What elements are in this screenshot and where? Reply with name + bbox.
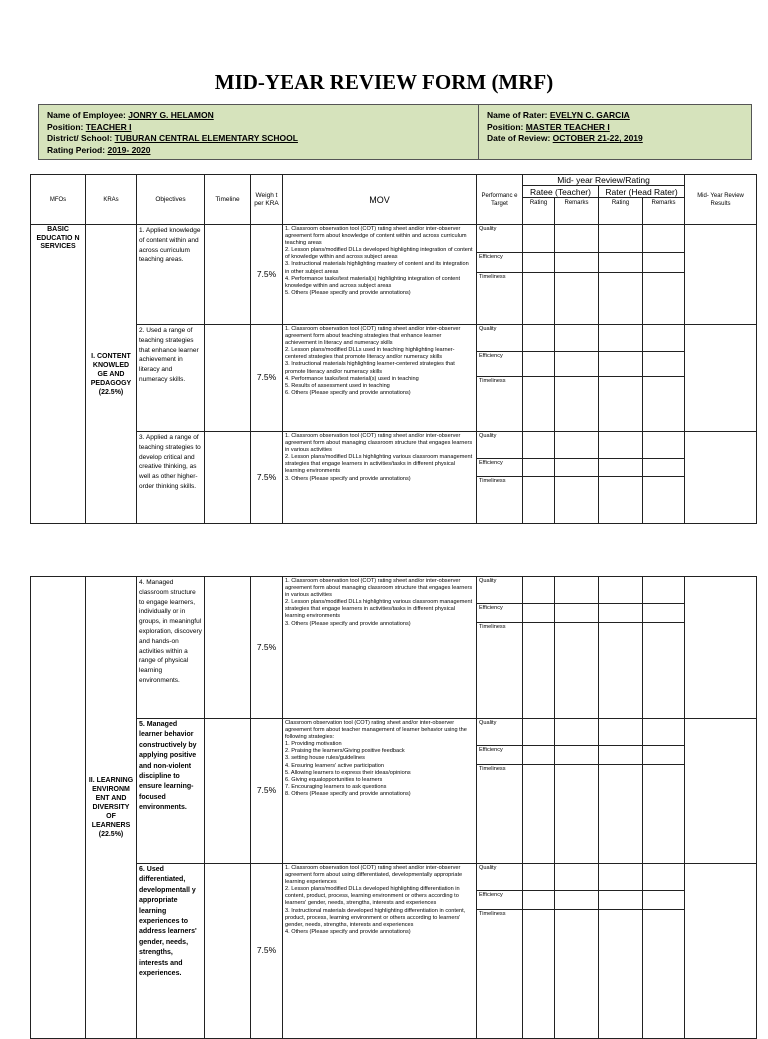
table-row xyxy=(31,719,757,864)
school-name: TUBURAN CENTRAL ELEMENTARY SCHOOL xyxy=(114,133,298,143)
ratee-remarks-cell[interactable] xyxy=(555,864,599,1039)
header-ratee-remarks: Remarks xyxy=(555,198,599,225)
target-timeliness: Timeliness xyxy=(479,378,506,384)
header-objectives: Objectives xyxy=(137,175,205,225)
review-table-2 xyxy=(30,576,757,1039)
timeline-cell[interactable] xyxy=(205,577,251,719)
results-cell[interactable] xyxy=(685,864,757,1039)
results-cell[interactable] xyxy=(685,225,757,325)
ratee-rating-cell[interactable] xyxy=(523,577,555,719)
header-mfos: MFOs xyxy=(31,175,86,225)
header-timeline: Timeline xyxy=(205,175,251,225)
objective-cell: 5. Managed learner behavior constructively by applying positive and non-violent discipline to ensure learning-focused environments. xyxy=(137,719,205,864)
rating-period-label: Rating Period: xyxy=(47,144,106,155)
header-ratee-rating: Rating xyxy=(523,198,555,225)
review-table-1 xyxy=(30,174,757,524)
table-row xyxy=(31,577,757,719)
employee-position-label: Position: xyxy=(47,121,84,132)
header-performance-target: Performanc e Target xyxy=(477,175,523,225)
review-date: OCTOBER 21-22, 2019 xyxy=(552,133,643,143)
mov-cell: 1. Classroom observation tool (COT) rating sheet and/or inter-observer agreement form about managing classroom structure that engages learners in various activities 2. Lesson plans/modified DLLs highlighting various classroom management strategies that engage learners in activities/tasks in different physical learning environments 3. Others (Please specify and provide annotations) xyxy=(283,432,477,524)
ratee-rating-cell[interactable] xyxy=(523,719,555,864)
target-cell xyxy=(477,719,523,864)
header-mov: MOV xyxy=(283,175,477,225)
results-cell[interactable] xyxy=(685,577,757,719)
kra-cell: I. CONTENT KNOWLED GE AND PEDAGOGY (22.5%) xyxy=(86,225,137,524)
mov-cell: 1. Classroom observation tool (COT) rating sheet and/or inter-observer agreement form about teaching strategies that enhance learner achievement in literacy and numeracy skills 2. Lesson plans/modified DLLs used in teaching highlighting learner-centered strategies that promote literacy and/or numeracy skills 3. Instructional materials highlighting learner-centered strategies that promote literacy and/or numeracy skills 4. Performance tasks/test material(s) used in teaching 5. Results of assessment used in teaching 6. Others (Please specify and provide annotations) xyxy=(283,325,477,432)
timeline-cell[interactable] xyxy=(205,864,251,1039)
objective-cell: 1. Applied knowledge of content within and across curriculum teaching areas. xyxy=(137,225,205,325)
target-timeliness: Timeliness xyxy=(479,274,506,280)
target-quality: Quality xyxy=(477,325,522,352)
target-quality: Quality xyxy=(477,225,522,253)
mov-cell: 1. Classroom observation tool (COT) rating sheet and/or inter-observer agreement form about using differentiated, developmentally appropriate learning experiences 2. Lesson plans/modified DLLs developed highlighting differentiation in content, product, process, learning environment or others according to learners' gender, needs, strengths, interests and experiences 3. Instructional materials developed highlighting differentiation in content, product, process, learning environment or others according to learners' gender, needs, strengths, interests and experiences 4. Others (Please specify and provide annotations) xyxy=(283,864,477,1039)
ratee-remarks-cell[interactable] xyxy=(555,325,599,432)
rating-period: 2019- 2020 xyxy=(107,144,151,155)
ratee-rating-cell[interactable] xyxy=(523,432,555,524)
target-efficiency: Efficiency xyxy=(477,352,522,377)
rater-name-label: Name of Rater: xyxy=(487,110,548,120)
header-rater-rating: Rating xyxy=(599,198,643,225)
header-midyear-rating: Mid- year Review/Rating xyxy=(523,175,685,186)
mov-cell: Classroom observation tool (COT) rating sheet and/or inter-observer agreement form about teacher management of learner behavior using the following strategies: 1. Providing motivation 2. Praising the learners/Giving positive feedback 3. setting house rules/guidelines 4. Ensuring learners' active participation 5. Allowing learners to express their ideas/opinions 6. Giving equalopportunities to learners 7. Encouraging learners to ask questions 8. Others (Please specify and provide annotations) xyxy=(283,719,477,864)
target-cell xyxy=(477,577,523,719)
target-quality: Quality xyxy=(477,864,522,891)
school-label: District/ School: xyxy=(47,133,113,143)
ratee-remarks-cell[interactable] xyxy=(555,719,599,864)
rater-position-label: Position: xyxy=(487,121,524,132)
employee-position: TEACHER I xyxy=(85,121,132,132)
target-efficiency: Efficiency xyxy=(477,459,522,477)
timeline-cell[interactable] xyxy=(205,225,251,325)
review-date-label: Date of Review: xyxy=(487,133,551,143)
objective-cell: 6. Used differentiated, developmentall y appropriate learning experiences to address learners' gender, needs, strengths, interests and experiences. xyxy=(137,864,205,1039)
weight-cell: 7.5% xyxy=(251,325,283,432)
weight-cell: 7.5% xyxy=(251,225,283,325)
rater-rating-cell[interactable] xyxy=(599,225,643,325)
header-midyear-results: Mid- Year Review Results xyxy=(685,175,757,225)
rater-rating-cell[interactable] xyxy=(599,432,643,524)
rater-position: MASTER TEACHER I xyxy=(525,121,610,132)
ratee-remarks-cell[interactable] xyxy=(555,577,599,719)
rater-remarks-cell[interactable] xyxy=(643,719,685,864)
rater-info xyxy=(479,105,753,159)
header-kras: KRAs xyxy=(86,175,137,225)
ratee-rating-cell[interactable] xyxy=(523,325,555,432)
target-cell xyxy=(477,432,523,524)
target-quality: Quality xyxy=(477,577,522,604)
rater-remarks-cell[interactable] xyxy=(643,325,685,432)
ratee-rating-cell[interactable] xyxy=(523,864,555,1039)
ratee-remarks-cell[interactable] xyxy=(555,432,599,524)
rater-remarks-cell[interactable] xyxy=(643,864,685,1039)
rater-remarks-cell[interactable] xyxy=(643,577,685,719)
target-cell xyxy=(477,225,523,325)
rater-rating-cell[interactable] xyxy=(599,577,643,719)
objective-cell: 2. Used a range of teaching strategies that enhance learner achievement in literacy and numeracy skills. xyxy=(137,325,205,432)
rater-rating-cell[interactable] xyxy=(599,864,643,1039)
weight-cell: 7.5% xyxy=(251,864,283,1039)
target-efficiency: Efficiency xyxy=(477,604,522,623)
target-quality: Quality xyxy=(477,432,522,459)
target-timeliness: Timeliness xyxy=(479,766,506,772)
results-cell[interactable] xyxy=(685,432,757,524)
timeline-cell[interactable] xyxy=(205,719,251,864)
timeline-cell[interactable] xyxy=(205,432,251,524)
target-timeliness: Timeliness xyxy=(479,911,506,917)
table-row xyxy=(31,864,757,1039)
timeline-cell[interactable] xyxy=(205,325,251,432)
rater-rating-cell[interactable] xyxy=(599,325,643,432)
form-title: MID-YEAR REVIEW FORM (MRF) xyxy=(214,70,554,94)
mfo-cell: BASIC EDUCATIO N SERVICES xyxy=(31,225,86,524)
employee-name-label: Name of Employee: xyxy=(47,110,126,120)
ratee-rating-cell[interactable] xyxy=(523,225,555,325)
employee-info-box xyxy=(38,104,752,160)
weight-cell: 7.5% xyxy=(251,719,283,864)
rater-remarks-cell[interactable] xyxy=(643,225,685,325)
table-row xyxy=(31,432,757,524)
rater-remarks-cell[interactable] xyxy=(643,432,685,524)
mov-cell: 1. Classroom observation tool (COT) rating sheet and/or inter-observer agreement form about knowledge of content within and across curriculum teaching areas 2. Lesson plans/modified DLLs developed highlighting integration of content of knowledge within and across subject areas 3. Instructional materials highlighting mastery of content and its integration in other subject areas 4. Performance tasks/test material(s) highlighting integration of content knowledge within and across subject areas 5. Others (Please specify and provide annotations) xyxy=(283,225,477,325)
rater-rating-cell[interactable] xyxy=(599,719,643,864)
ratee-remarks-cell[interactable] xyxy=(555,225,599,325)
weight-cell: 7.5% xyxy=(251,432,283,524)
rater-name: EVELYN C. GARCIA xyxy=(549,110,630,120)
employee-name: JONRY G. HELAMON xyxy=(128,110,214,120)
target-efficiency: Efficiency xyxy=(477,891,522,910)
kra-cell: II. LEARNING ENVIRONM ENT AND DIVERSITY OF LEARNERS (22.5%) xyxy=(86,577,137,1039)
header-weight: Weigh t per KRA xyxy=(251,175,283,225)
weight-cell: 7.5% xyxy=(251,577,283,719)
results-cell[interactable] xyxy=(685,719,757,864)
target-efficiency: Efficiency xyxy=(477,746,522,765)
target-timeliness: Timeliness xyxy=(479,624,506,630)
employee-info xyxy=(39,105,479,159)
target-efficiency: Efficiency xyxy=(477,253,522,273)
target-cell xyxy=(477,325,523,432)
header-rater-remarks: Remarks xyxy=(643,198,685,225)
mfo-cell xyxy=(31,577,86,1039)
mov-cell: 1. Classroom observation tool (COT) rating sheet and/or inter-observer agreement form about managing classroom structure that engages learners in various activities 2. Lesson plans/modified DLLs highlighting various classroom management strategies that engage learners in activities/tasks in different physical learning environments 3. Others (Please specify and provide annotations) xyxy=(283,577,477,719)
objective-cell: 3. Applied a range of teaching strategies to develop critical and creative thinking, as well as other higher-order thinking skills. xyxy=(137,432,205,524)
header-rater: Rater (Head Rater) xyxy=(599,186,685,198)
objective-cell: 4. Managed classroom structure to engage learners, individually or in groups, in meaningful exploration, discovery and hands-on activities within a range of physical learning environments. xyxy=(137,577,205,719)
target-timeliness: Timeliness xyxy=(479,478,506,484)
header-ratee: Ratee (Teacher) xyxy=(523,186,599,198)
target-quality: Quality xyxy=(477,719,522,746)
table-row xyxy=(31,225,757,325)
target-cell xyxy=(477,864,523,1039)
results-cell[interactable] xyxy=(685,325,757,432)
table-row xyxy=(31,325,757,432)
